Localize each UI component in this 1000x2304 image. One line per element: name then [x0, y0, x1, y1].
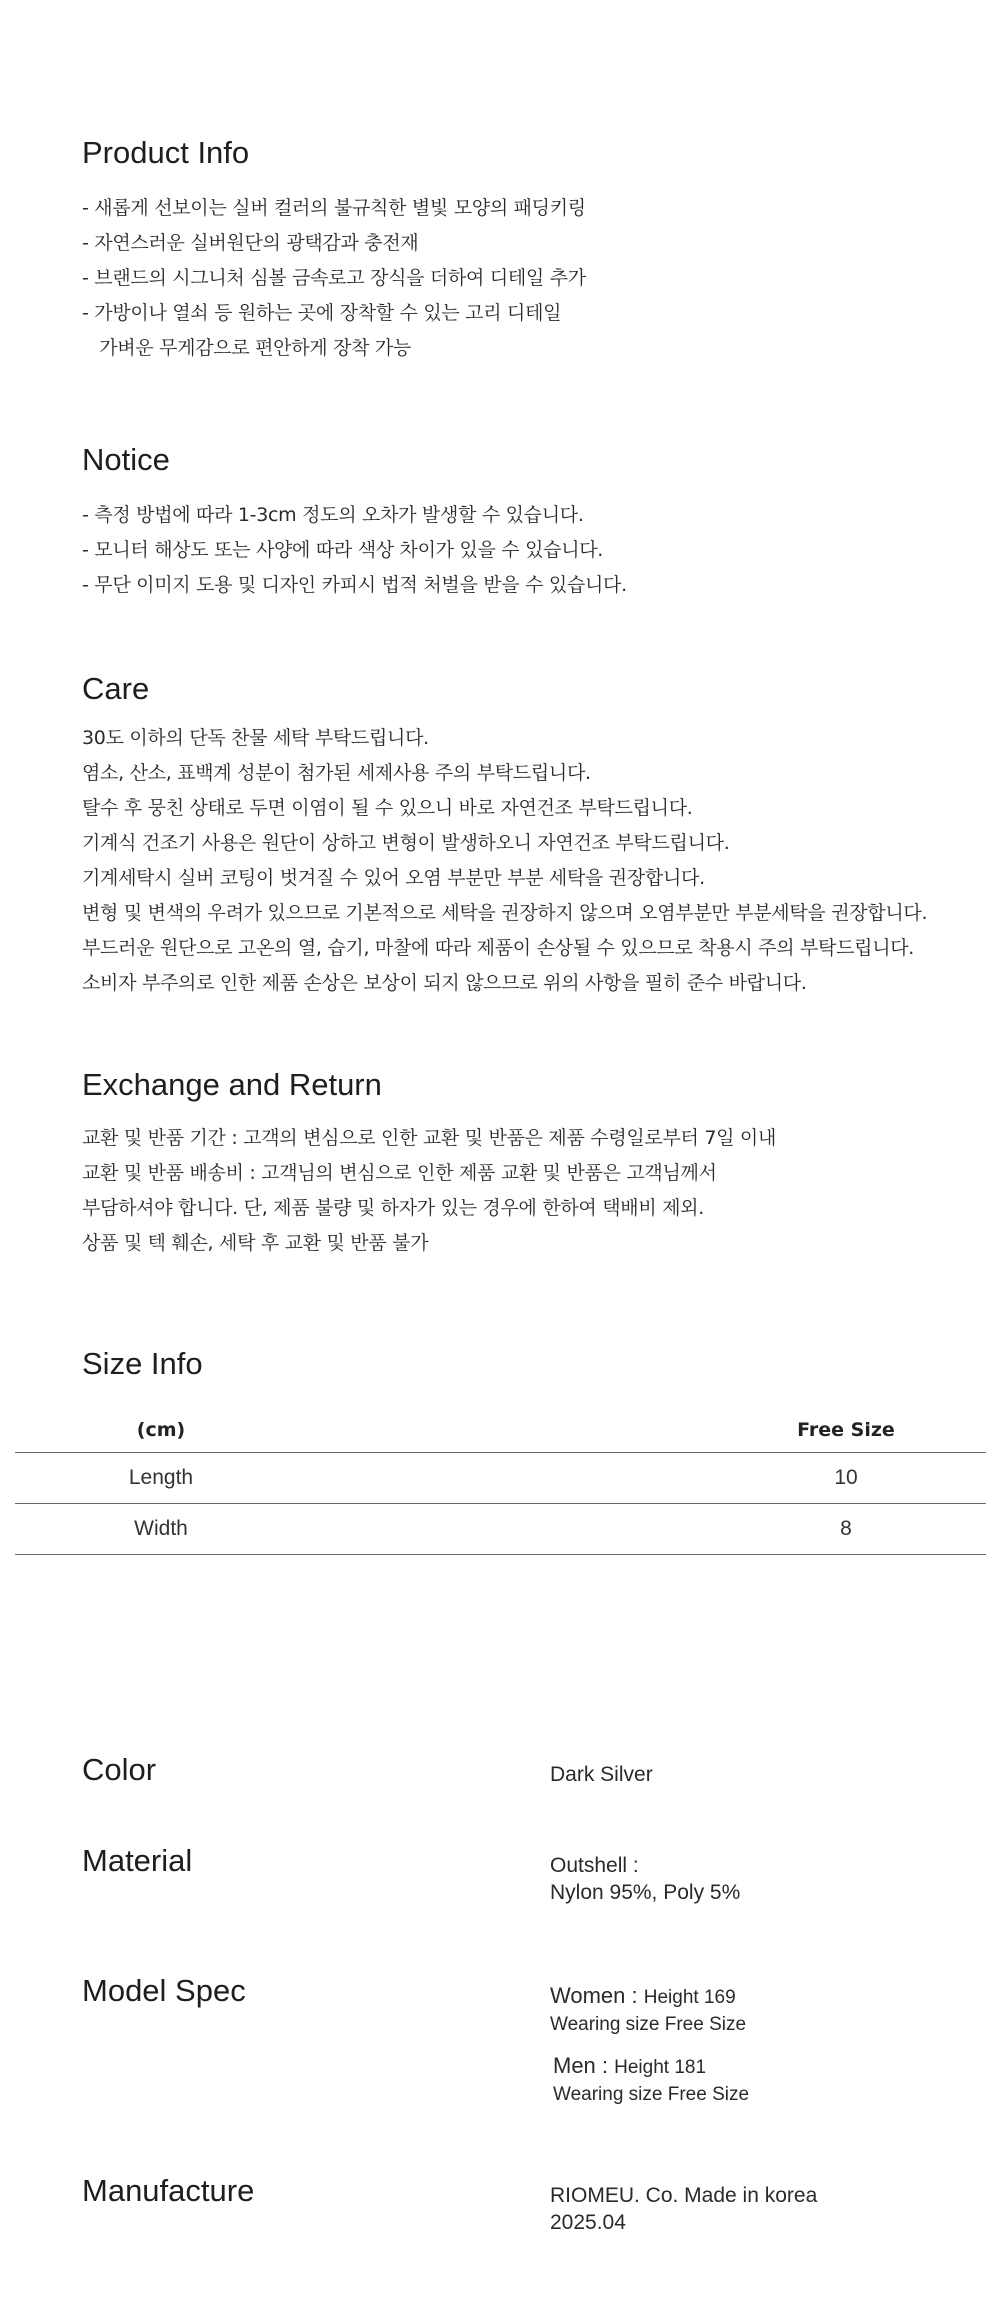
men-wearing-size: Wearing size Free Size: [553, 2084, 750, 2105]
size-free-header: Free Size: [307, 1408, 986, 1453]
size-row-label: Width: [15, 1504, 307, 1555]
product-info-list: [82, 191, 982, 366]
size-unit-header: (cm): [15, 1408, 307, 1453]
notice-title: Notice: [82, 442, 170, 477]
color-value: Dark Silver: [550, 1763, 653, 1786]
product-info-section: [82, 133, 982, 366]
exchange-line: 상품 및 텍 훼손, 세탁 후 교환 및 반품 불가: [82, 1232, 429, 1254]
notice-line: - 모니터 해상도 또는 사양에 따라 색상 차이가 있을 수 있습니다.: [82, 539, 604, 561]
care-line: 기계식 건조기 사용은 원단이 상하고 변형이 발생하오니 자연건조 부탁드립니다.: [82, 832, 730, 854]
material-line-1: Outshell :: [550, 1854, 639, 1877]
manufacture-line-1: RIOMEU. Co. Made in korea: [550, 2184, 818, 2207]
care-line: 변형 및 변색의 우려가 있으므로 기본적으로 세탁을 권장하지 않으며 오염부분만 부분세탁을 권장합니다.: [82, 902, 928, 924]
exchange-section: [82, 1065, 982, 1261]
material-line-2: Nylon 95%, Poly 5%: [550, 1881, 741, 1904]
material-value: [550, 1852, 740, 1906]
women-wearing-size: Wearing size Free Size: [550, 2014, 747, 2035]
manufacture-value: [550, 2182, 817, 2236]
size-table-header-row: [15, 1408, 986, 1453]
notice-line: - 무단 이미지 도용 및 디자인 카피시 법적 처벌을 받을 수 있습니다.: [82, 574, 627, 596]
model-spec-women: [550, 1982, 746, 2038]
care-line: 소비자 부주의로 인한 제품 손상은 보상이 되지 않으므로 위의 사항을 필히 준수 바랍니다.: [82, 972, 807, 994]
product-info-line: - 새롭게 선보이는 실버 컬러의 불규칙한 별빛 모양의 패딩키링: [82, 197, 586, 219]
exchange-list: [82, 1121, 982, 1261]
care-line: 염소, 산소, 표백계 성분이 첨가된 세제사용 주의 부탁드립니다.: [82, 762, 591, 784]
care-line: 탈수 후 뭉친 상태로 두면 이염이 될 수 있으니 바로 자연건조 부탁드립니다.: [82, 797, 693, 819]
women-separator: :: [625, 1983, 644, 2008]
care-line: 30도 이하의 단독 찬물 세탁 부탁드립니다.: [82, 727, 429, 749]
manufacture-label: Manufacture: [82, 2173, 255, 2208]
size-table: [15, 1408, 986, 1555]
exchange-line: 교환 및 반품 기간 : 고객의 변심으로 인한 교환 및 반품은 제품 수령일로부터 7일 이내: [82, 1127, 777, 1149]
size-row-label: Length: [15, 1453, 307, 1504]
product-info-line: - 브랜드의 시그니처 심볼 금속로고 장식을 더하여 디테일 추가: [82, 267, 586, 289]
table-row: [15, 1504, 986, 1555]
size-row-value: 10: [307, 1453, 986, 1504]
model-spec-label: Model Spec: [82, 1973, 246, 2008]
care-title: Care: [82, 671, 150, 706]
color-label: Color: [82, 1752, 157, 1787]
notice-line: - 측정 방법에 따라 1-3cm 정도의 오차가 발생할 수 있습니다.: [82, 504, 584, 526]
exchange-line: 부담하셔야 합니다. 단, 제품 불량 및 하자가 있는 경우에 한하여 택배비 제외.: [82, 1197, 704, 1219]
product-info-title: Product Info: [82, 135, 250, 170]
women-height: Height 169: [643, 1987, 736, 2008]
men-label: Men: [553, 2053, 596, 2078]
table-row: [15, 1453, 986, 1504]
care-line: 부드러운 원단으로 고온의 열, 습기, 마찰에 따라 제품이 손상될 수 있으므로 착용시 주의 부탁드립니다.: [82, 937, 915, 959]
manufacture-line-2: 2025.04: [550, 2211, 626, 2234]
notice-section: [82, 440, 982, 603]
men-separator: :: [595, 2053, 615, 2078]
care-line: 기계세탁시 실버 코팅이 벗겨질 수 있어 오염 부분만 부분 세탁을 권장합니다.: [82, 867, 705, 889]
exchange-title: Exchange and Return: [82, 1067, 382, 1102]
material-label: Material: [82, 1843, 193, 1878]
product-info-line: - 자연스러운 실버원단의 광택감과 충전재: [82, 232, 419, 254]
men-height: Height 181: [614, 2057, 707, 2078]
exchange-line: 교환 및 반품 배송비 : 고객님의 변심으로 인한 제품 교환 및 반품은 고객님께서: [82, 1162, 717, 1184]
model-spec-men: [553, 2052, 749, 2108]
product-info-line: 가벼운 무게감으로 편안하게 장착 가능: [82, 337, 412, 359]
care-list: [82, 721, 982, 1001]
product-info-line: - 가방이나 열쇠 등 원하는 곳에 장착할 수 있는 고리 디테일: [82, 302, 562, 324]
women-label: Women: [550, 1983, 626, 2008]
notice-list: [82, 498, 982, 603]
size-row-value: 8: [307, 1504, 986, 1555]
care-section: [82, 669, 982, 1001]
size-info-title: Size Info: [82, 1346, 203, 1381]
size-info-section: [82, 1344, 982, 1384]
